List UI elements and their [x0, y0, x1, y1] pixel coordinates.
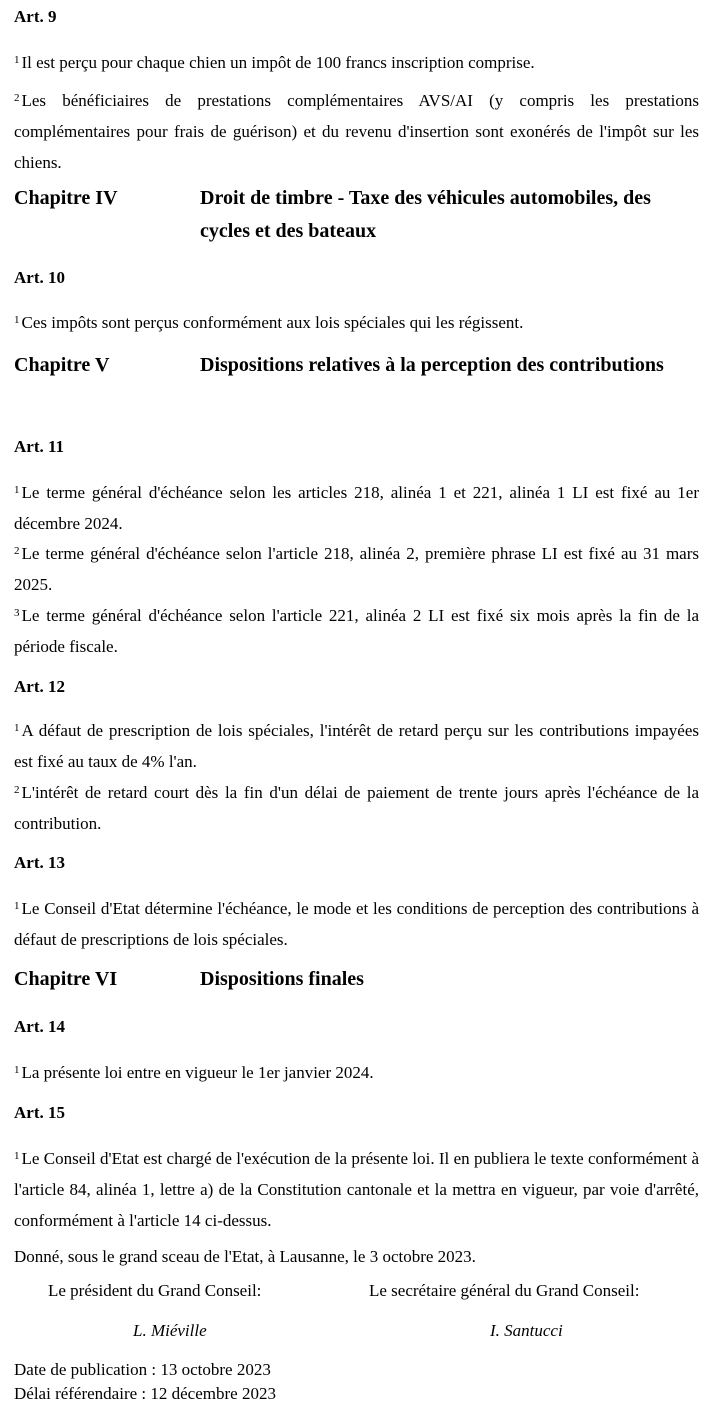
- article-heading: Art. 14: [14, 1017, 65, 1036]
- alinea-text: Le Conseil d'Etat est chargé de l'exécution de la présente loi. Il en publiera le texte conformément à l'article 84, alinéa 1, lettre a) de la Constitution cantonale et la mettra en vigueur, par voie d'arrêté, conformément à l'article 14 ci-dessus.: [14, 1149, 699, 1230]
- chapter-title: Dispositions finales: [200, 968, 364, 990]
- alinea-number: 2: [14, 92, 20, 104]
- alinea-number: 1: [14, 314, 20, 326]
- alinea-number: 1: [14, 1064, 20, 1076]
- paragraph: [14, 715, 699, 777]
- alinea-text: Il est perçu pour chaque chien un impôt de 100 francs inscription comprise.: [21, 53, 535, 72]
- alinea-text: A défaut de prescription de lois spéciales, l'intérêt de retard perçu sur les contributions impayées est fixé au taux de 4% l'an.: [14, 721, 699, 771]
- publication-date: Date de publication : 13 octobre 2023: [14, 1360, 271, 1379]
- chapter-heading: [14, 963, 699, 996]
- alinea-number: 1: [14, 484, 20, 496]
- president-name: L. Miéville: [133, 1321, 207, 1340]
- chapter-title: Dispositions relatives à la perception des contributions: [200, 354, 664, 376]
- paragraph: [14, 85, 699, 178]
- alinea-number: 1: [14, 900, 20, 912]
- article-heading: Art. 13: [14, 853, 65, 872]
- article-heading: Art. 15: [14, 1103, 65, 1122]
- alinea-text: L'intérêt de retard court dès la fin d'un délai de paiement de trente jours après l'échéance de la contribution.: [14, 783, 699, 833]
- alinea-text: La présente loi entre en vigueur le 1er janvier 2024.: [21, 1063, 374, 1082]
- article-heading: Art. 11: [14, 437, 65, 456]
- paragraph: [14, 1057, 699, 1088]
- alinea-text: Ces impôts sont perçus conformément aux lois spéciales qui les régissent.: [21, 313, 524, 332]
- chapter-number: Chapitre V: [14, 354, 110, 376]
- paragraph: [14, 538, 699, 600]
- alinea-text: Le terme général d'échéance selon l'article 218, alinéa 2, première phrase LI est fixé au 31 mars 2025.: [14, 544, 699, 594]
- alinea-text: Le terme général d'échéance selon l'article 221, alinéa 2 LI est fixé six mois après la fin de la période fiscale.: [14, 606, 699, 656]
- paragraph: [14, 477, 699, 539]
- chapter-number: Chapitre IV: [14, 187, 118, 209]
- paragraph: [14, 47, 699, 78]
- article-heading: Art. 12: [14, 677, 65, 696]
- article-heading: Art. 9: [14, 7, 57, 26]
- paragraph: [14, 1143, 699, 1236]
- alinea-text: Les bénéficiaires de prestations complémentaires AVS/AI (y compris les prestations complémentaires pour frais de guérison) et du revenu d'insertion sont exonérés de l'impôt sur les chiens.: [14, 91, 699, 172]
- paragraph: [14, 307, 699, 338]
- chapter-title: Droit de timbre - Taxe des véhicules automobiles, des cycles et des bateaux: [200, 187, 651, 242]
- secretary-title: Le secrétaire général du Grand Conseil:: [369, 1281, 640, 1300]
- secretary-name: I. Santucci: [490, 1321, 563, 1340]
- alinea-text: Le terme général d'échéance selon les articles 218, alinéa 1 et 221, alinéa 1 LI est fixé au 1er décembre 2024.: [14, 483, 699, 533]
- alinea-text: Le Conseil d'Etat détermine l'échéance, le mode et les conditions de perception des contributions à défaut de prescriptions de lois spéciales.: [14, 899, 699, 949]
- chapter-number: Chapitre VI: [14, 968, 118, 990]
- alinea-number: 2: [14, 545, 20, 557]
- alinea-number: 3: [14, 607, 20, 619]
- alinea-number: 1: [14, 722, 20, 734]
- paragraph: [14, 893, 699, 955]
- alinea-number: 1: [14, 1150, 20, 1162]
- chapter-heading: [14, 182, 699, 248]
- paragraph: [14, 600, 699, 662]
- referendum-deadline: Délai référendaire : 12 décembre 2023: [14, 1384, 276, 1403]
- president-title: Le président du Grand Conseil:: [48, 1281, 262, 1300]
- given-statement: Donné, sous le grand sceau de l'Etat, à Lausanne, le 3 octobre 2023.: [14, 1247, 476, 1266]
- paragraph: [14, 777, 699, 839]
- article-heading: Art. 10: [14, 268, 65, 287]
- chapter-heading: [14, 349, 699, 382]
- alinea-number: 1: [14, 54, 20, 66]
- alinea-number: 2: [14, 784, 20, 796]
